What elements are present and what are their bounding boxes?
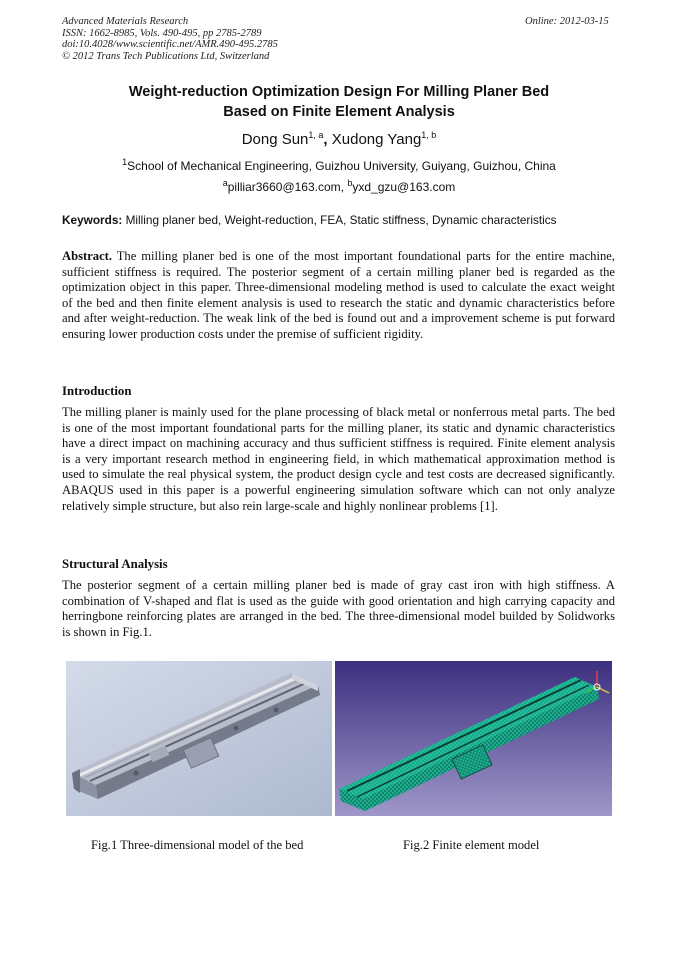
email-marker-b: b [347,178,353,188]
introduction-heading: Introduction [62,384,132,398]
affiliation-text: School of Mechanical Engineering, Guizhou University, Guiyang, Guizhou, China [127,159,556,173]
author-1-affil: 1, a [308,130,324,140]
email-a: pilliar3660@163.com, [227,180,348,194]
introduction-paragraph: The milling planer is mainly used for the plane processing of black metal or nonferrous metal parts. The bed is one of the most important foundational parts for the milling planer, its static and dynamic characteristics have a direct impact on machining accuracy and thus sufficient stiffness is required. Finite element analysis is a very important research method in engineering field, in which mathematical approximation method is used to simulate the real physical system, the product design cycle and test costs are decreased significantly. ABAQUS used in this paper is a powerful engineering simulation software which can not only analyze relatively simple structure, but also rein large-scale and highly nonlinear problems [1]. [62,405,615,513]
author-list [62,130,616,148]
journal-header [62,16,278,62]
fem-mesh-image [335,661,612,816]
figure-2-finite-element-model [335,661,612,816]
author-2-affil: 1, b [421,130,437,140]
email-marker-a: a [222,178,228,188]
author-separator: , [323,131,332,148]
abstract-label: Abstract. [62,249,113,263]
keywords-label: Keywords: [62,213,123,227]
title-line-2: Based on Finite Element Analysis [223,104,455,120]
keywords [62,213,622,227]
affiliation-marker: 1 [122,157,128,167]
author-emails [62,178,616,194]
journal-name: Advanced Materials Research [62,16,189,27]
email-b: yxd_gzu@163.com [352,180,456,194]
abstract-text: The milling planer bed is one of the most important foundational parts for the entire machine, sufficient stiffness is required. The posterior segment of a certain milling planer bed is regarded as the optimization object in this paper. Three-dimensional modeling method is used to calculate the exact weight of the bed and then finite element analysis is used to research the static and dynamic characteristics before and after weight-reduction. The weak link of the bed is found out and a improvement scheme is put forward ensuring lower production costs under the premise of sufficient rigidity. [62,249,615,341]
bed-3d-model-image [66,661,332,816]
structural-analysis-heading: Structural Analysis [62,557,168,571]
figure-2-caption: Fig.2 Finite element model [403,838,540,852]
author-1: Dong Sun [241,131,309,148]
abstract [62,249,615,343]
structural-analysis-paragraph: The posterior segment of a certain milling planer bed is made of gray cast iron with high stiffness. A combination of V-shaped and flat is used as the guide with good orientation and high carrying capacity and herringbone reinforcing plates are arranged in the bed. The three-dimensional model builded by Solidworks is shown in Fig.1. [62,578,615,639]
figure-1-bed-model [66,661,332,816]
affiliation [62,157,616,173]
online-date: Online: 2012-03-15 [525,16,609,27]
copyright-line: © 2012 Trans Tech Publications Ltd, Switzerland [62,50,270,62]
doi-line: doi:10.4028/www.scientific.net/AMR.490-495.2785 [62,39,278,50]
keywords-text: Milling planer bed, Weight-reduction, FEA, Static stiffness, Dynamic characteristics [122,213,557,227]
issn-line: ISSN: 1662-8985, Vols. 490-495, pp 2785-2789 [62,27,262,39]
figure-1-caption: Fig.1 Three-dimensional model of the bed [91,838,304,852]
title-line-1: Weight-reduction Optimization Design For Milling Planer Bed [128,84,550,100]
paper-title [62,82,616,122]
author-2: Xudong Yang [331,131,422,148]
